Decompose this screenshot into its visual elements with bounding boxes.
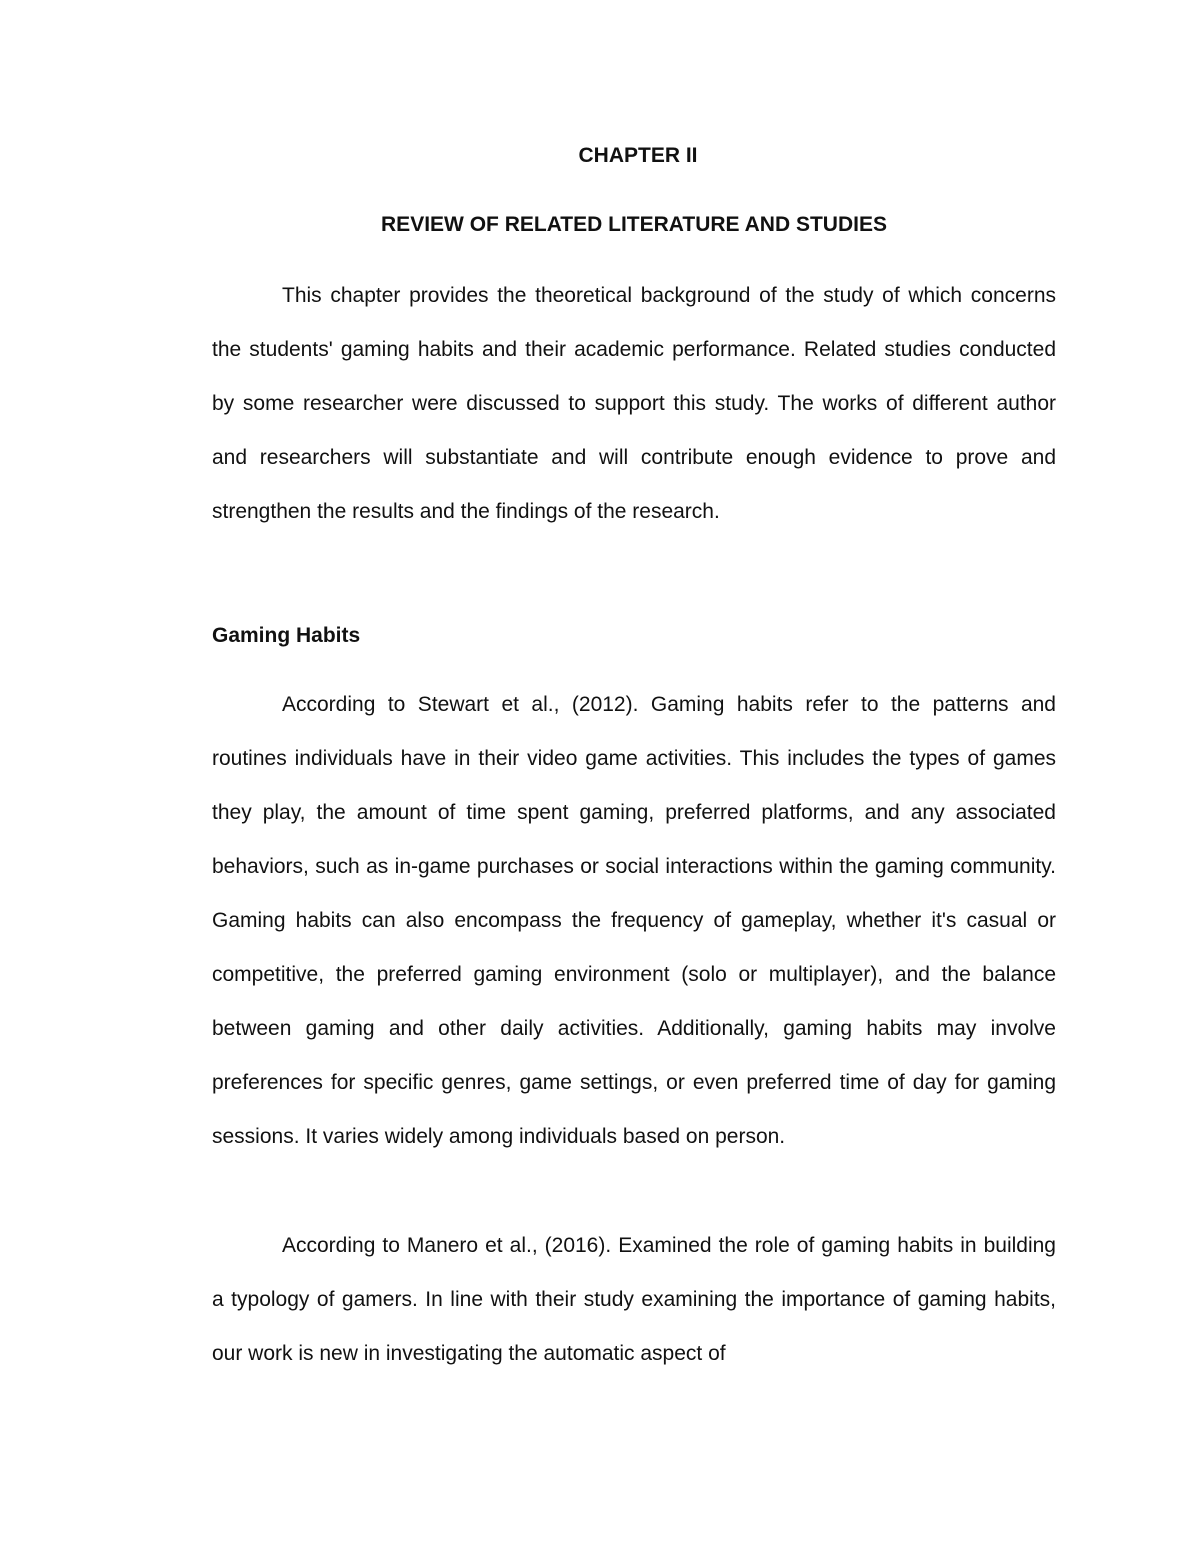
subheading-gaming-habits: Gaming Habits <box>212 624 361 647</box>
paragraph-manero: According to Manero et al., (2016). Examined the role of gaming habits in building a typology of gamers. In line with their study examining the importance of gaming habits, our work is new in investigating the automatic aspect of <box>212 1234 1056 1365</box>
section-title: REVIEW OF RELATED LITERATURE AND STUDIES <box>381 213 887 236</box>
paragraph-stewart: According to Stewart et al., (2012). Gaming habits refer to the patterns and routines individuals have in their video game activities. This includes the types of games they play, the amount of time spent gaming, preferred platforms, and any associated behaviors, such as in-game purchases or social interactions within the gaming community. Gaming habits can also encompass the frequency of gameplay, whether it's casual or competitive, the preferred gaming environment (solo or multiplayer), and the balance between gaming and other daily activities. Additionally, gaming habits may involve preferences for specific genres, game settings, or even preferred time of day for gaming sessions. It varies widely among individuals based on person. <box>212 693 1056 1148</box>
chapter-title: CHAPTER II <box>578 144 698 167</box>
intro-paragraph: This chapter provides the theoretical background of the study of which concerns the students' gaming habits and their academic performance. Related studies conducted by some researcher were discussed to support this study. The works of different author and researchers will substantiate and will contribute enough evidence to prove and strengthen the results and the findings of the research. <box>212 284 1056 523</box>
